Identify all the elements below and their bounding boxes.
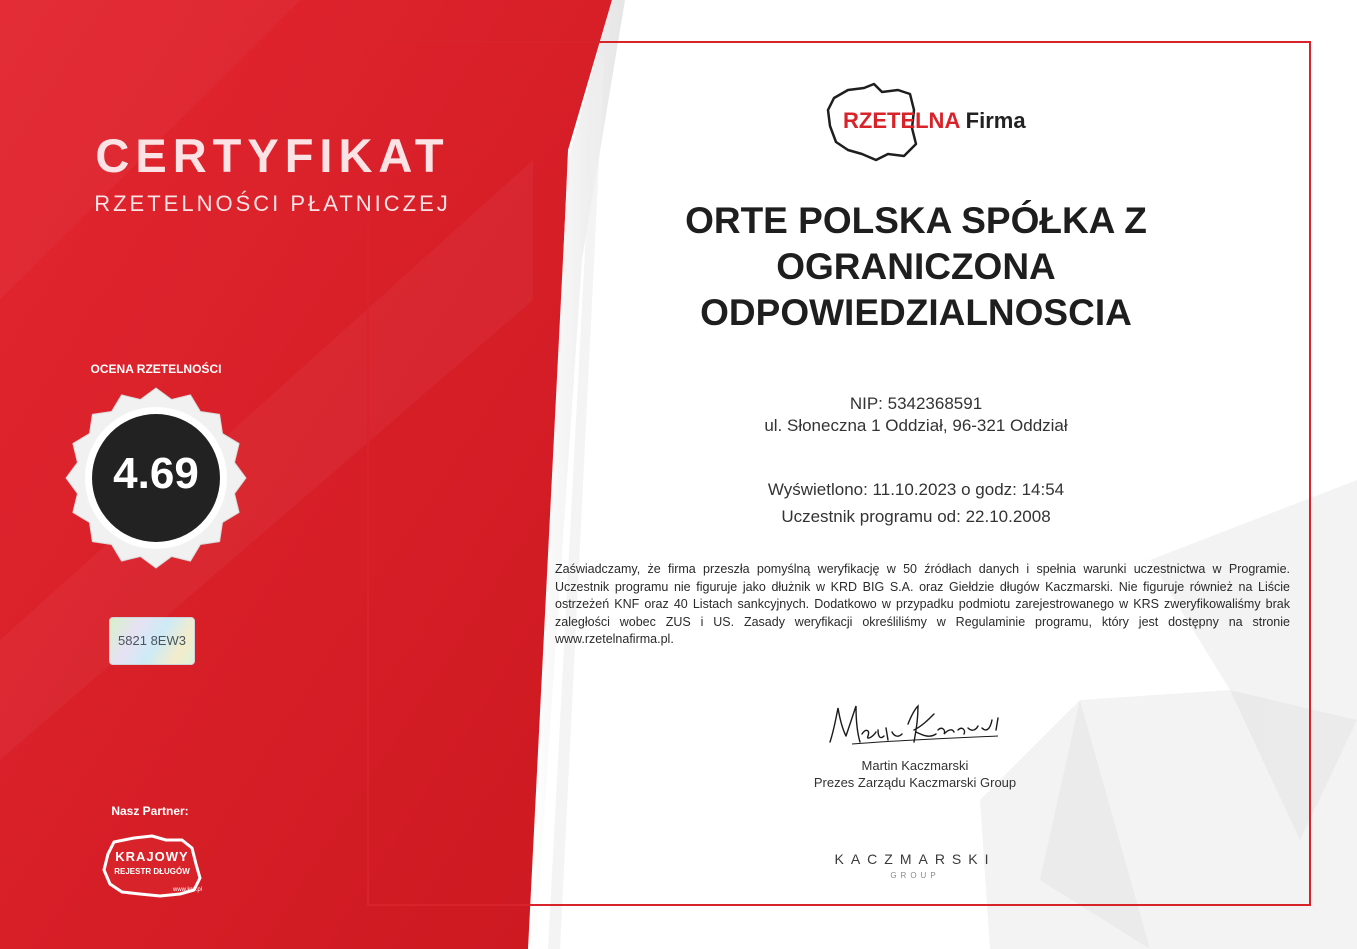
signatory-role: Prezes Zarządu Kaczmarski Group	[813, 775, 1017, 790]
rating-label: OCENA RZETELNOŚCI	[90, 362, 222, 376]
logo-word-rzetelna: RZETELNA	[843, 108, 960, 133]
krd-logo-line1: KRAJOWY	[115, 849, 189, 864]
hologram-code-badge: 5821 8EW3	[109, 617, 195, 665]
company-name-line: OGRANICZONA	[776, 246, 1056, 287]
company-name-line: ORTE POLSKA SPÓŁKA Z	[685, 200, 1147, 241]
company-address: ul. Słoneczna 1 Oddział, 96-321 Oddział	[764, 416, 1068, 435]
kaczmarski-group-logo: KACZMARSKI	[834, 851, 996, 867]
certificate-subtitle: RZETELNOŚCI PŁATNICZEJ	[94, 191, 451, 216]
kaczmarski-group-sub: GROUP	[890, 871, 940, 880]
rating-value: 4.69	[113, 449, 199, 498]
company-name	[600, 198, 1232, 336]
logo-word-firma: Firma	[965, 108, 1026, 133]
certificate-title: CERTYFIKAT	[95, 129, 450, 182]
company-nip: NIP: 5342368591	[849, 394, 983, 413]
krd-logo-line2: REJESTR DŁUGÓW	[114, 867, 190, 876]
krd-logo-url: www.krd.pl	[172, 887, 202, 893]
member-since: Uczestnik programu od: 22.10.2008	[781, 507, 1051, 526]
signature-image	[822, 700, 1007, 750]
partner-label: Nasz Partner:	[111, 804, 189, 818]
displayed-timestamp: Wyświetlono: 11.10.2023 o godz: 14:54	[767, 480, 1065, 499]
company-name-line: ODPOWIEDZIALNOSCIA	[700, 292, 1132, 333]
signatory-name: Martin Kaczmarski	[861, 758, 969, 773]
rzetelna-firma-logo	[843, 108, 1026, 134]
verification-statement: Zaświadczamy, że firma przeszła pomyślną weryfikację w 50 źródłach danych i spełnia warunki uczestnictwa w Programie. Uczestnik programu nie figuruje jako dłużnik w KRD BIG S.A. oraz Giełdzie długów Kaczmarski. Nie figuruje również na Liście ostrzeżeń KNF oraz 40 Listach sankcyjnych. Dodatkowo w przypadku podmiotu zarejestrowanego w KRS zweryfikowaliśmy brak zaległości wobec ZUS i US. Zasady weryfikacji określiliśmy w Regulaminie programu, który jest dostępny na stronie www.rzetelnafirma.pl.	[555, 562, 1290, 647]
